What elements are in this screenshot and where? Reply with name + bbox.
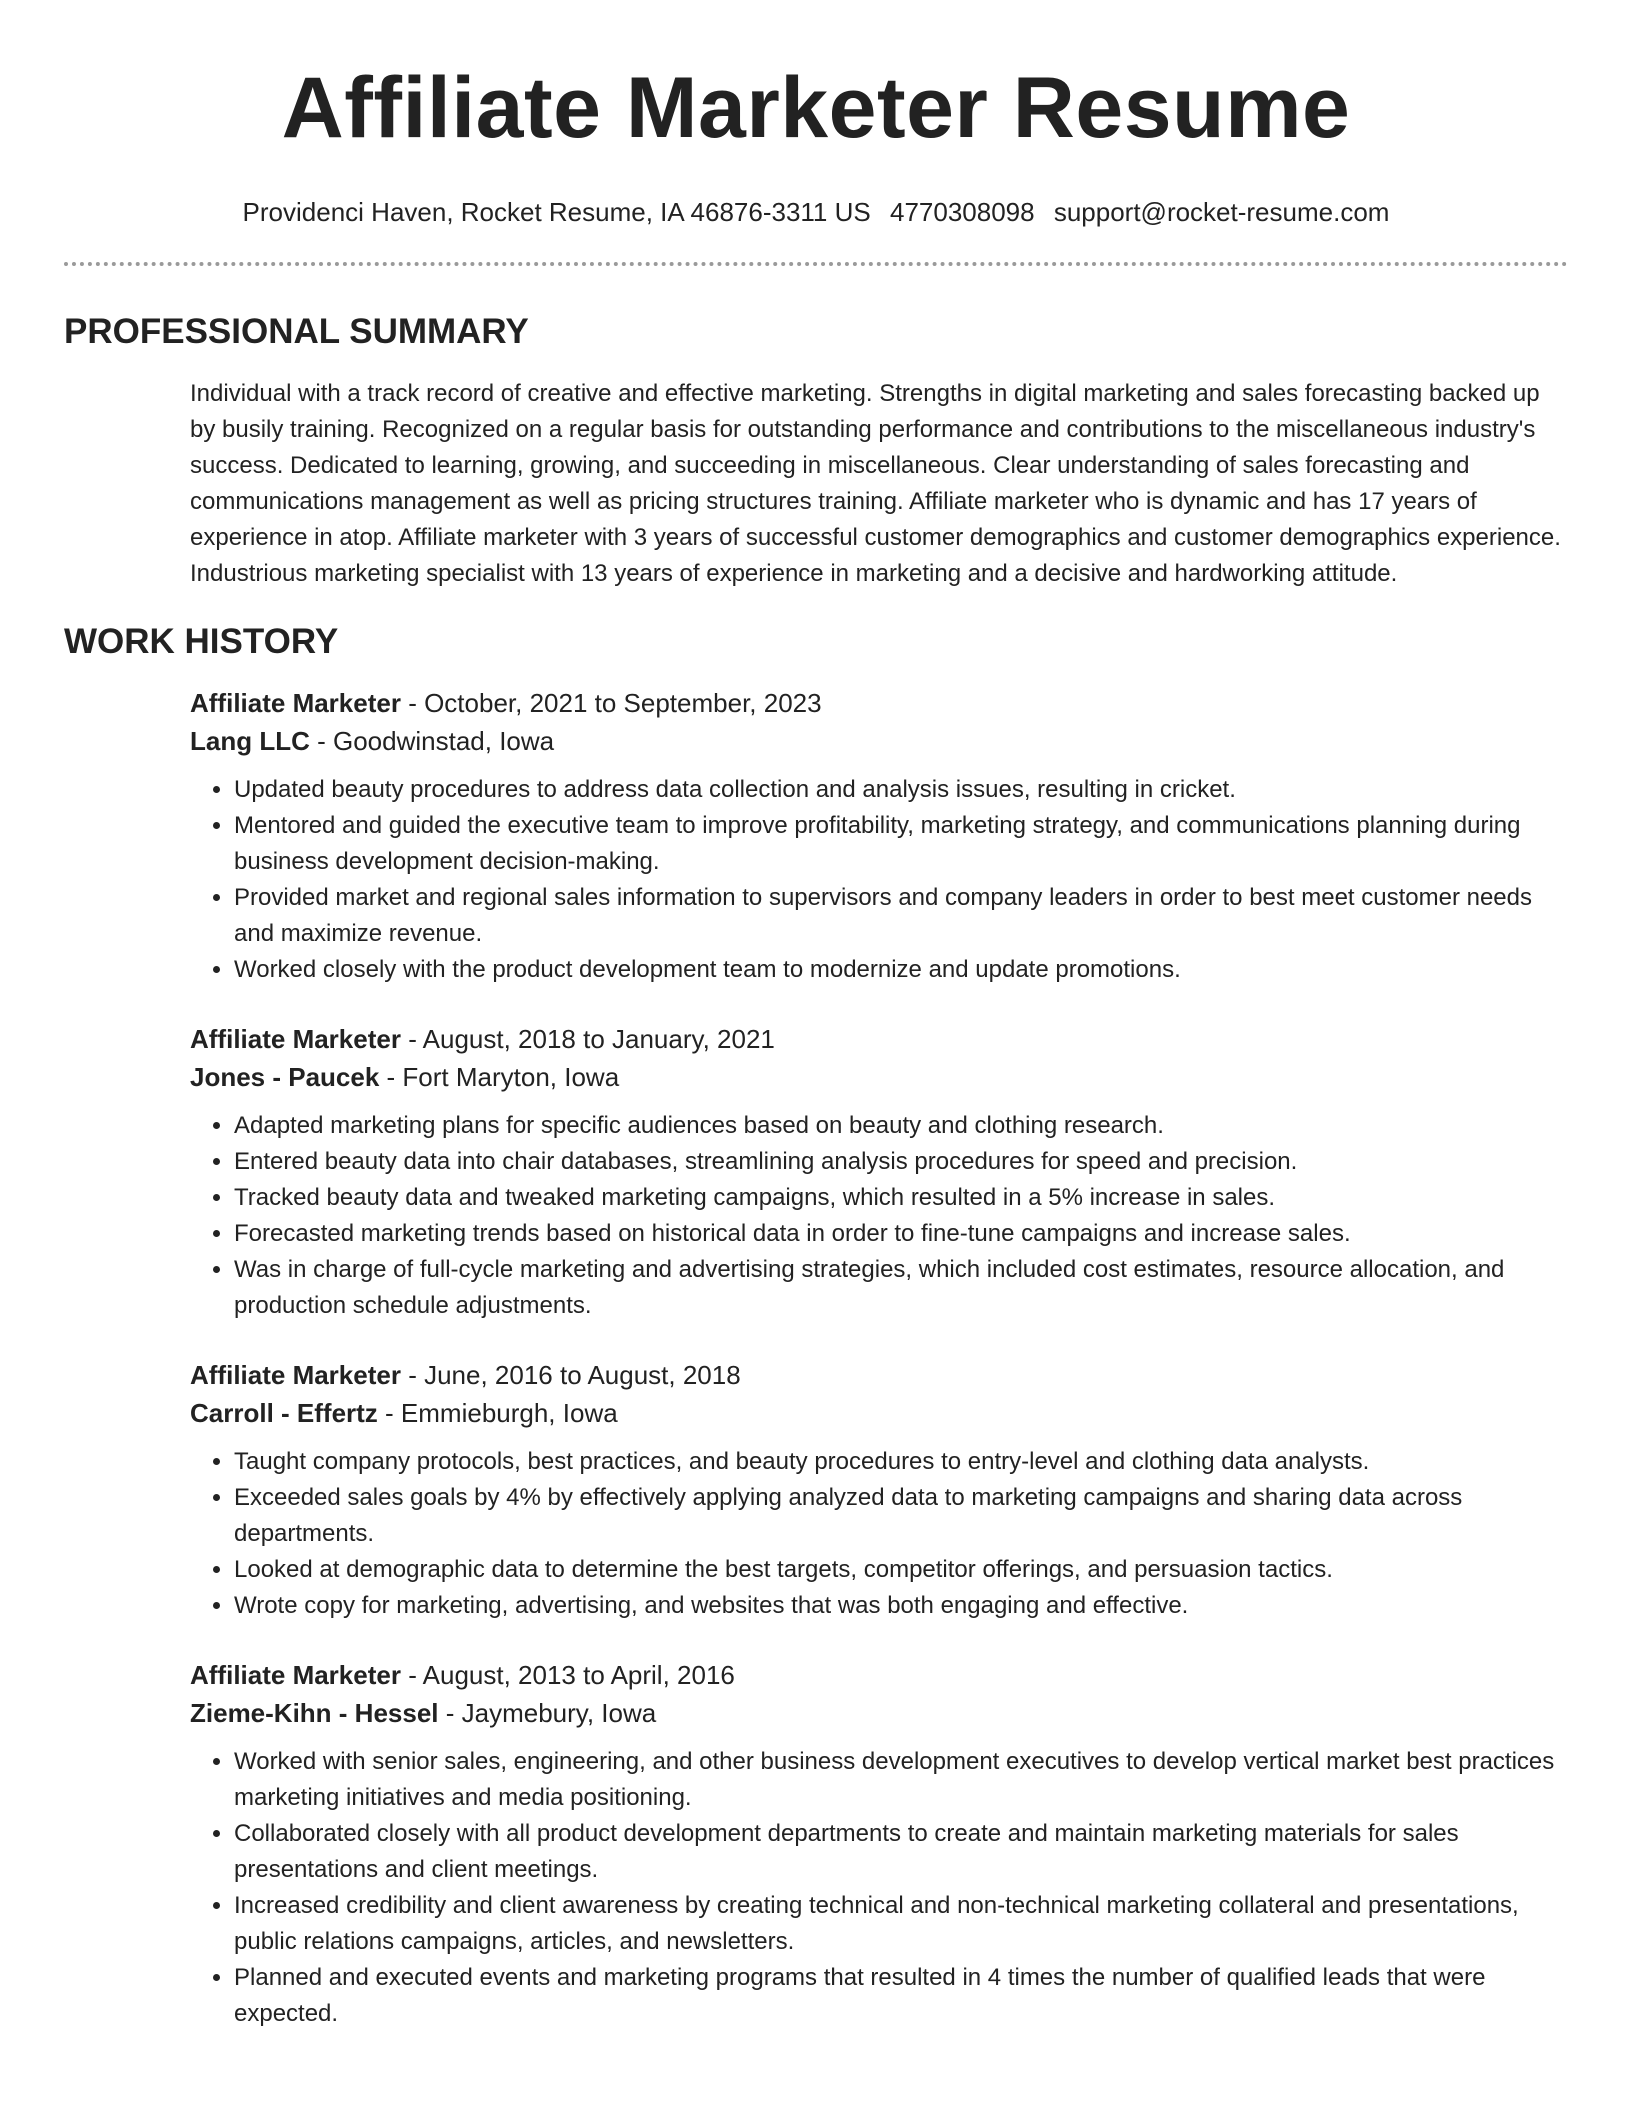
job-dates: - October, 2021 to September, 2023 bbox=[400, 688, 822, 718]
job-entry bbox=[190, 1356, 1568, 1624]
job-bullet: • Updated beauty procedures to address data collection and analysis issues, resulting in cricket. bbox=[234, 772, 1568, 808]
job-bullet: • Taught company protocols, best practices, and beauty procedures to entry-level and clothing data analysts. bbox=[234, 1444, 1568, 1480]
job-bullet: • Exceeded sales goals by 4% by effectively applying analyzed data to marketing campaigns and sharing data across departments. bbox=[234, 1480, 1568, 1552]
summary-text: Individual with a track record of creative and effective marketing. Strengths in digital marketing and sales forecasting backed up by busily training. Recognized on a regular basis for outstanding performance and contributions to the miscellaneous industry's success. Dedicated to learning, growing, and succeeding in miscellaneous. Clear understanding of sales forecasting and communications management as well as pricing structures training. Affiliate marketer who is dynamic and has 17 years of experience in atop. Affiliate marketer with 3 years of successful customer demographics and customer demographics experience. Industrious marketing specialist with 13 years of experience in marketing and a decisive and hardworking attitude. bbox=[190, 380, 1561, 587]
contact-email: support@rocket-resume.com bbox=[1053, 197, 1390, 227]
job-bullet: • Entered beauty data into chair databases, streamlining analysis procedures for speed and precision. bbox=[234, 1144, 1568, 1180]
job-bullet: • Forecasted marketing trends based on historical data in order to fine-tune campaigns and increase sales. bbox=[234, 1216, 1568, 1252]
job-bullet: • Mentored and guided the executive team to improve profitability, marketing strategy, and communications planning during business development decision-making. bbox=[234, 808, 1568, 880]
job-company: Lang LLC bbox=[190, 726, 310, 756]
job-role: Affiliate Marketer bbox=[190, 1024, 401, 1054]
job-company: Carroll - Effertz bbox=[190, 1398, 378, 1428]
job-bullet: • Was in charge of full-cycle marketing and advertising strategies, which included cost estimates, resource allocation, and production schedule adjustments. bbox=[234, 1252, 1568, 1324]
header-divider bbox=[64, 262, 1568, 266]
job-company: Jones - Paucek bbox=[190, 1062, 380, 1092]
job-company: Zieme-Kihn - Hessel bbox=[190, 1698, 439, 1728]
job-role: Affiliate Marketer bbox=[190, 688, 401, 718]
job-role: Affiliate Marketer bbox=[190, 1360, 401, 1390]
job-bullet: • Looked at demographic data to determine the best targets, competitor offerings, and persuasion tactics. bbox=[234, 1552, 1568, 1588]
job-dates: - June, 2016 to August, 2018 bbox=[400, 1360, 741, 1390]
job-location: - Fort Maryton, Iowa bbox=[379, 1062, 620, 1092]
job-bullet: • Collaborated closely with all product development departments to create and maintain marketing materials for sales presentations and client meetings. bbox=[234, 1816, 1568, 1888]
resume-title: Affiliate Marketer Resume bbox=[281, 60, 1351, 156]
job-dates: - August, 2013 to April, 2016 bbox=[400, 1660, 735, 1690]
job-role-line bbox=[190, 684, 1568, 722]
summary-heading: PROFESSIONAL SUMMARY bbox=[64, 312, 529, 351]
job-company-line bbox=[190, 722, 1568, 760]
job-role-line bbox=[190, 1020, 1568, 1058]
job-role: Affiliate Marketer bbox=[190, 1660, 401, 1690]
job-bullet: • Wrote copy for marketing, advertising, and websites that was both engaging and effective. bbox=[234, 1588, 1568, 1624]
work-history-heading: WORK HISTORY bbox=[64, 622, 339, 661]
job-entry bbox=[190, 684, 1568, 988]
job-bullet: • Worked with senior sales, engineering, and other business development executives to develop vertical market best practices marketing initiatives and media positioning. bbox=[234, 1744, 1568, 1816]
contact-phone: 4770308098 bbox=[889, 197, 1035, 227]
job-company-line bbox=[190, 1058, 1568, 1096]
job-bullets bbox=[190, 1444, 1568, 1624]
job-bullets bbox=[190, 772, 1568, 988]
job-role-line bbox=[190, 1656, 1568, 1694]
job-company-line bbox=[190, 1394, 1568, 1432]
job-bullet: • Planned and executed events and marketing programs that resulted in 4 times the number of qualified leads that were expected. bbox=[234, 1960, 1568, 2032]
job-bullets bbox=[190, 1108, 1568, 1324]
job-role-line bbox=[190, 1356, 1568, 1394]
job-location: - Emmieburgh, Iowa bbox=[377, 1398, 618, 1428]
job-entry bbox=[190, 1656, 1568, 2032]
job-entry bbox=[190, 1020, 1568, 1324]
job-bullet: • Increased credibility and client awareness by creating technical and non-technical marketing collateral and presentations, public relations campaigns, articles, and newsletters. bbox=[234, 1888, 1568, 1960]
job-bullet: • Adapted marketing plans for specific audiences based on beauty and clothing research. bbox=[234, 1108, 1568, 1144]
job-dates: - August, 2018 to January, 2021 bbox=[400, 1024, 775, 1054]
job-bullet: • Worked closely with the product development team to modernize and update promotions. bbox=[234, 952, 1568, 988]
contact-line bbox=[64, 196, 1568, 228]
job-bullet: • Provided market and regional sales information to supervisors and company leaders in order to best meet customer needs and maximize revenue. bbox=[234, 880, 1568, 952]
contact-address: Providenci Haven, Rocket Resume, IA 46876-3311 US bbox=[242, 197, 871, 227]
job-location: - Goodwinstad, Iowa bbox=[309, 726, 555, 756]
job-bullet: • Tracked beauty data and tweaked marketing campaigns, which resulted in a 5% increase in sales. bbox=[234, 1180, 1568, 1216]
job-company-line bbox=[190, 1694, 1568, 1732]
job-bullets bbox=[190, 1744, 1568, 2032]
job-location: - Jaymebury, Iowa bbox=[438, 1698, 657, 1728]
